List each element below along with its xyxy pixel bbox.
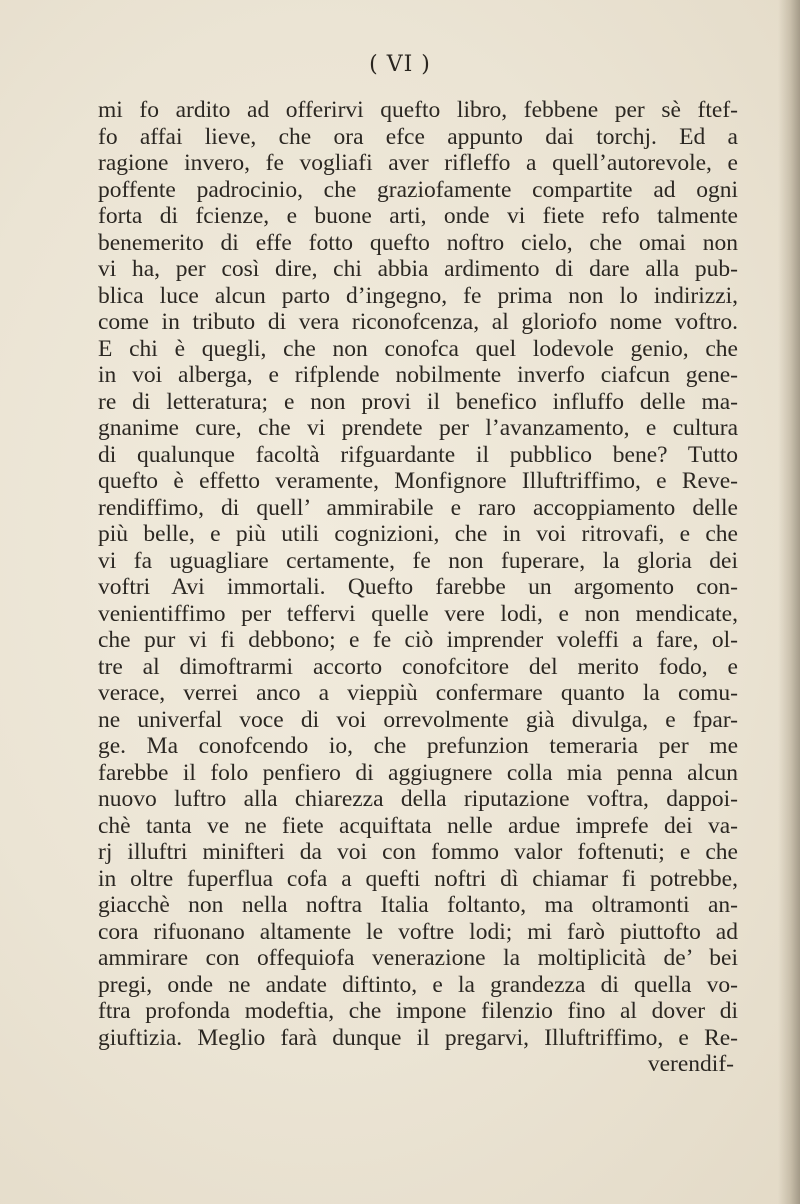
text-line: benemerito di effe fotto quefto noftro cielo, che omai non	[98, 229, 738, 256]
text-line: cora rifuonano altamente le voftre lodi; mi farò piuttofto ad	[98, 918, 738, 945]
text-line: rj illuftri minifteri da voi con fommo valor foftenuti; e che	[98, 839, 738, 865]
text-line: mi fo ardito ad offerirvi quefto libro, febbene per sè ftef-	[98, 97, 738, 123]
text-line: ftra profonda modeftia, che impone filenzio fino al dover di	[98, 998, 738, 1024]
text-line: gnanime cure, che vi prendete per l’avanzamento, e cultura	[98, 415, 738, 441]
page-edge-shadow	[778, 0, 800, 1204]
text-line: nuovo luftro alla chiarezza della riputazione voftra, dappoi-	[98, 786, 738, 812]
text-line: vi ha, per così dire, chi abbia ardimento di dare alla pub-	[98, 256, 738, 282]
text-line: ne univerfal voce di voi orrevolmente già divulga, e fpar-	[98, 706, 738, 733]
body-text	[98, 97, 738, 1078]
text-line: re di letteratura; e non provi il benefico influffo delle ma-	[98, 388, 738, 415]
text-line: fo affai lieve, che ora efce appunto dai torchj. Ed a	[98, 123, 738, 150]
catchword: verendif-	[647, 1051, 734, 1077]
text-line: giuftizia. Meglio farà dunque il pregarvi, Illuftriffimo, e Re-	[98, 1024, 738, 1051]
text-line: rendiffimo, di quell’ ammirabile e raro accoppiamento delle	[98, 494, 738, 521]
text-line: chè tanta ve ne fiete acquiftata nelle ardue imprefe dei va-	[98, 812, 738, 839]
text-line: più belle, e più utili cognizioni, che in voi ritrovafi, e che	[98, 521, 738, 547]
text-line: tre al dimoftrarmi accorto conofcitore del merito fodo, e	[98, 653, 738, 680]
text-line: che pur vi fi debbono; e fe ciò imprender voleffi a fare, ol-	[98, 627, 738, 653]
text-line: ragione invero, fe vogliafi aver rifleffo a quell’autorevole, e	[98, 150, 738, 176]
text-line: quefto è effetto veramente, Monfignore Illuftriffimo, e Reve-	[98, 468, 738, 494]
text-line: in voi alberga, e rifplende nobilmente inverfo ciafcun gene-	[98, 362, 738, 388]
text-line: E chi è quegli, che non conofca quel lodevole genio, che	[98, 335, 738, 362]
text-line: verace, verrei anco a vieppiù confermare quanto la comu-	[98, 680, 738, 706]
text-line: giacchè non nella noftra Italia foltanto, ma oltramonti an-	[98, 892, 738, 918]
text-line: vi fa uguagliare certamente, fe non fuperare, la gloria dei	[98, 547, 738, 574]
text-line: forta di fcienze, e buone arti, onde vi fiete refo talmente	[98, 203, 738, 229]
text-line: come in tributo di vera riconofcenza, al gloriofo nome voftro.	[98, 309, 738, 335]
text-line: ammirare con offequiofa venerazione la moltiplicità de’ bei	[98, 945, 738, 971]
text-line: voftri Avi immortali. Quefto farebbe un argomento con-	[98, 574, 738, 600]
text-line: di qualunque facoltà rifguardante il pubblico bene? Tutto	[98, 441, 738, 468]
text-line: poffente padrocinio, che graziofamente compartite ad ogni	[98, 176, 738, 203]
text-line: farebbe il folo penfiero di aggiugnere colla mia penna alcun	[98, 759, 738, 786]
text-line: ge. Ma conofcendo io, che prefunzion temeraria per me	[98, 733, 738, 759]
text-line: blica luce alcun parto d’ingegno, fe prima non lo indirizzi,	[98, 282, 738, 309]
page-number-header: ( VI )	[369, 52, 431, 77]
text-line: venientiffimo per teffervi quelle vere lodi, e non mendicate,	[98, 600, 738, 627]
text-line: in oltre fuperflua cofa a quefti noftri dì chiamar fi potrebbe,	[98, 865, 738, 892]
text-line: pregi, onde ne andate diftinto, e la grandezza di quella vo-	[98, 971, 738, 998]
